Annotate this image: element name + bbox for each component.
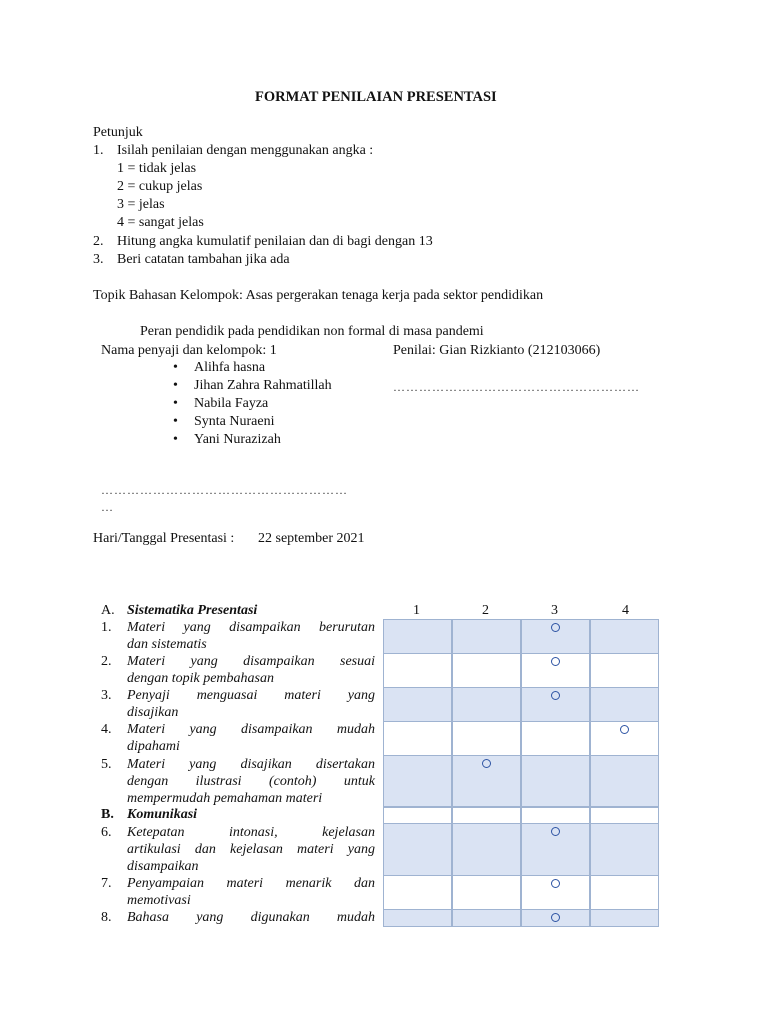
score-cell[interactable] [590, 619, 659, 654]
member-name: Jihan Zahra Rahmatillah [194, 378, 332, 393]
criterion-text: Materi yang disampaikan sesuai [127, 654, 375, 669]
criterion-text: dengan ilustrasi (contoh) untuk [127, 774, 375, 789]
member-name: Synta Nuraeni [194, 414, 275, 429]
score-mark-icon [551, 691, 560, 700]
criterion-text: artikulasi dan kejelasan materi yang [127, 842, 375, 857]
score-cell[interactable] [521, 755, 590, 808]
section-letter: B. [101, 807, 114, 822]
criterion-text: Materi yang disampaikan mudah [127, 722, 375, 737]
scale-item: 4 = sangat jelas [117, 215, 204, 230]
member-name: Alihfa hasna [194, 360, 266, 375]
score-mark-icon [551, 879, 560, 888]
score-cell[interactable] [521, 721, 590, 756]
instruction-text: Isilah penilaian dengan menggunakan angka : [117, 143, 374, 158]
score-cell[interactable] [383, 909, 452, 927]
criterion-number: 4. [101, 722, 112, 737]
presenter-signature-line-cont: … [101, 500, 114, 514]
criterion-number: 2. [101, 654, 112, 669]
bullet-icon: • [173, 414, 178, 429]
criterion-text: disajikan [127, 705, 179, 720]
score-cell[interactable] [383, 755, 452, 808]
bullet-icon: • [173, 378, 178, 393]
instruction-number: 1. [93, 143, 104, 158]
presenter-label: Nama penyaji dan kelompok: 1 [101, 343, 277, 358]
criterion-number: 8. [101, 910, 112, 925]
criterion-number: 1. [101, 620, 112, 635]
criterion-number: 7. [101, 876, 112, 891]
instruction-text: Beri catatan tambahan jika ada [117, 252, 290, 267]
score-mark-icon [551, 657, 560, 666]
criterion-text: dipahami [127, 739, 180, 754]
member-name: Nabila Fayza [194, 396, 269, 411]
score-cell[interactable] [452, 721, 521, 756]
criterion-text: dan sistematis [127, 637, 207, 652]
score-cell[interactable] [383, 721, 452, 756]
score-mark-icon [551, 623, 560, 632]
section-letter: A. [101, 603, 115, 618]
score-cell[interactable] [590, 875, 659, 910]
instruction-number: 2. [93, 234, 104, 249]
score-cell[interactable] [590, 687, 659, 722]
column-header: 2 [482, 603, 489, 618]
score-cell[interactable] [383, 875, 452, 910]
assessor-signature-line: ………………………………………………… [393, 380, 640, 394]
bullet-icon: • [173, 432, 178, 447]
score-cell[interactable] [590, 755, 659, 808]
score-cell[interactable] [590, 909, 659, 927]
criterion-text: Ketepatan intonasi, kejelasan [127, 825, 375, 840]
scale-item: 3 = jelas [117, 197, 165, 212]
score-cell[interactable] [452, 687, 521, 722]
column-header: 1 [413, 603, 420, 618]
score-mark-icon [482, 759, 491, 768]
score-cell[interactable] [452, 619, 521, 654]
criterion-text: mempermudah pemahaman materi [127, 791, 323, 806]
criterion-number: 6. [101, 825, 112, 840]
score-mark-icon [551, 827, 560, 836]
score-cell[interactable] [452, 823, 521, 876]
member-name: Yani Nurazizah [194, 432, 281, 447]
score-cell[interactable] [590, 653, 659, 688]
score-cell [383, 806, 452, 824]
criterion-text: disampaikan [127, 859, 199, 874]
topic-label: Topik Bahasan Kelompok: Asas pergerakan tenaga kerja pada sektor pendidikan [93, 288, 544, 303]
criterion-text: dengan topik pembahasan [127, 671, 274, 686]
criterion-number: 5. [101, 757, 112, 772]
criterion-text: Penyampaian materi menarik dan [127, 876, 375, 891]
score-cell[interactable] [452, 653, 521, 688]
instructions-heading: Petunjuk [93, 125, 143, 140]
criterion-number: 3. [101, 688, 112, 703]
score-cell[interactable] [590, 823, 659, 876]
instruction-text: Hitung angka kumulatif penilaian dan di bagi dengan 13 [117, 234, 433, 249]
instruction-number: 3. [93, 252, 104, 267]
score-cell [452, 806, 521, 824]
score-cell [590, 806, 659, 824]
page-title: FORMAT PENILAIAN PRESENTASI [255, 89, 497, 105]
bullet-icon: • [173, 396, 178, 411]
scale-item: 1 = tidak jelas [117, 161, 197, 176]
score-cell[interactable] [383, 823, 452, 876]
score-cell[interactable] [452, 909, 521, 927]
section-title: Sistematika Presentasi [127, 603, 258, 618]
column-header: 4 [622, 603, 629, 618]
score-cell[interactable] [383, 653, 452, 688]
scale-item: 2 = cukup jelas [117, 179, 203, 194]
presenter-signature-line: ………………………………………………… [101, 483, 348, 497]
date-label: Hari/Tanggal Presentasi : [93, 531, 235, 546]
score-mark-icon [551, 913, 560, 922]
section-title: Komunikasi [127, 807, 198, 822]
assessor-label: Penilai: Gian Rizkianto (212103066) [393, 343, 601, 358]
criterion-text: Materi yang disampaikan berurutan [127, 620, 375, 635]
topic-subtitle: Peran pendidik pada pendidikan non formal di masa pandemi [140, 324, 484, 339]
criterion-text: Materi yang disajikan disertakan [127, 757, 375, 772]
date-value: 22 september 2021 [258, 531, 365, 546]
score-cell[interactable] [383, 619, 452, 654]
score-cell[interactable] [452, 875, 521, 910]
bullet-icon: • [173, 360, 178, 375]
score-mark-icon [620, 725, 629, 734]
criterion-text: memotivasi [127, 893, 191, 908]
criterion-text: Bahasa yang digunakan mudah [127, 910, 375, 925]
score-cell[interactable] [383, 687, 452, 722]
criterion-text: Penyaji menguasai materi yang [127, 688, 375, 703]
score-cell [521, 806, 590, 824]
column-header: 3 [551, 603, 558, 618]
